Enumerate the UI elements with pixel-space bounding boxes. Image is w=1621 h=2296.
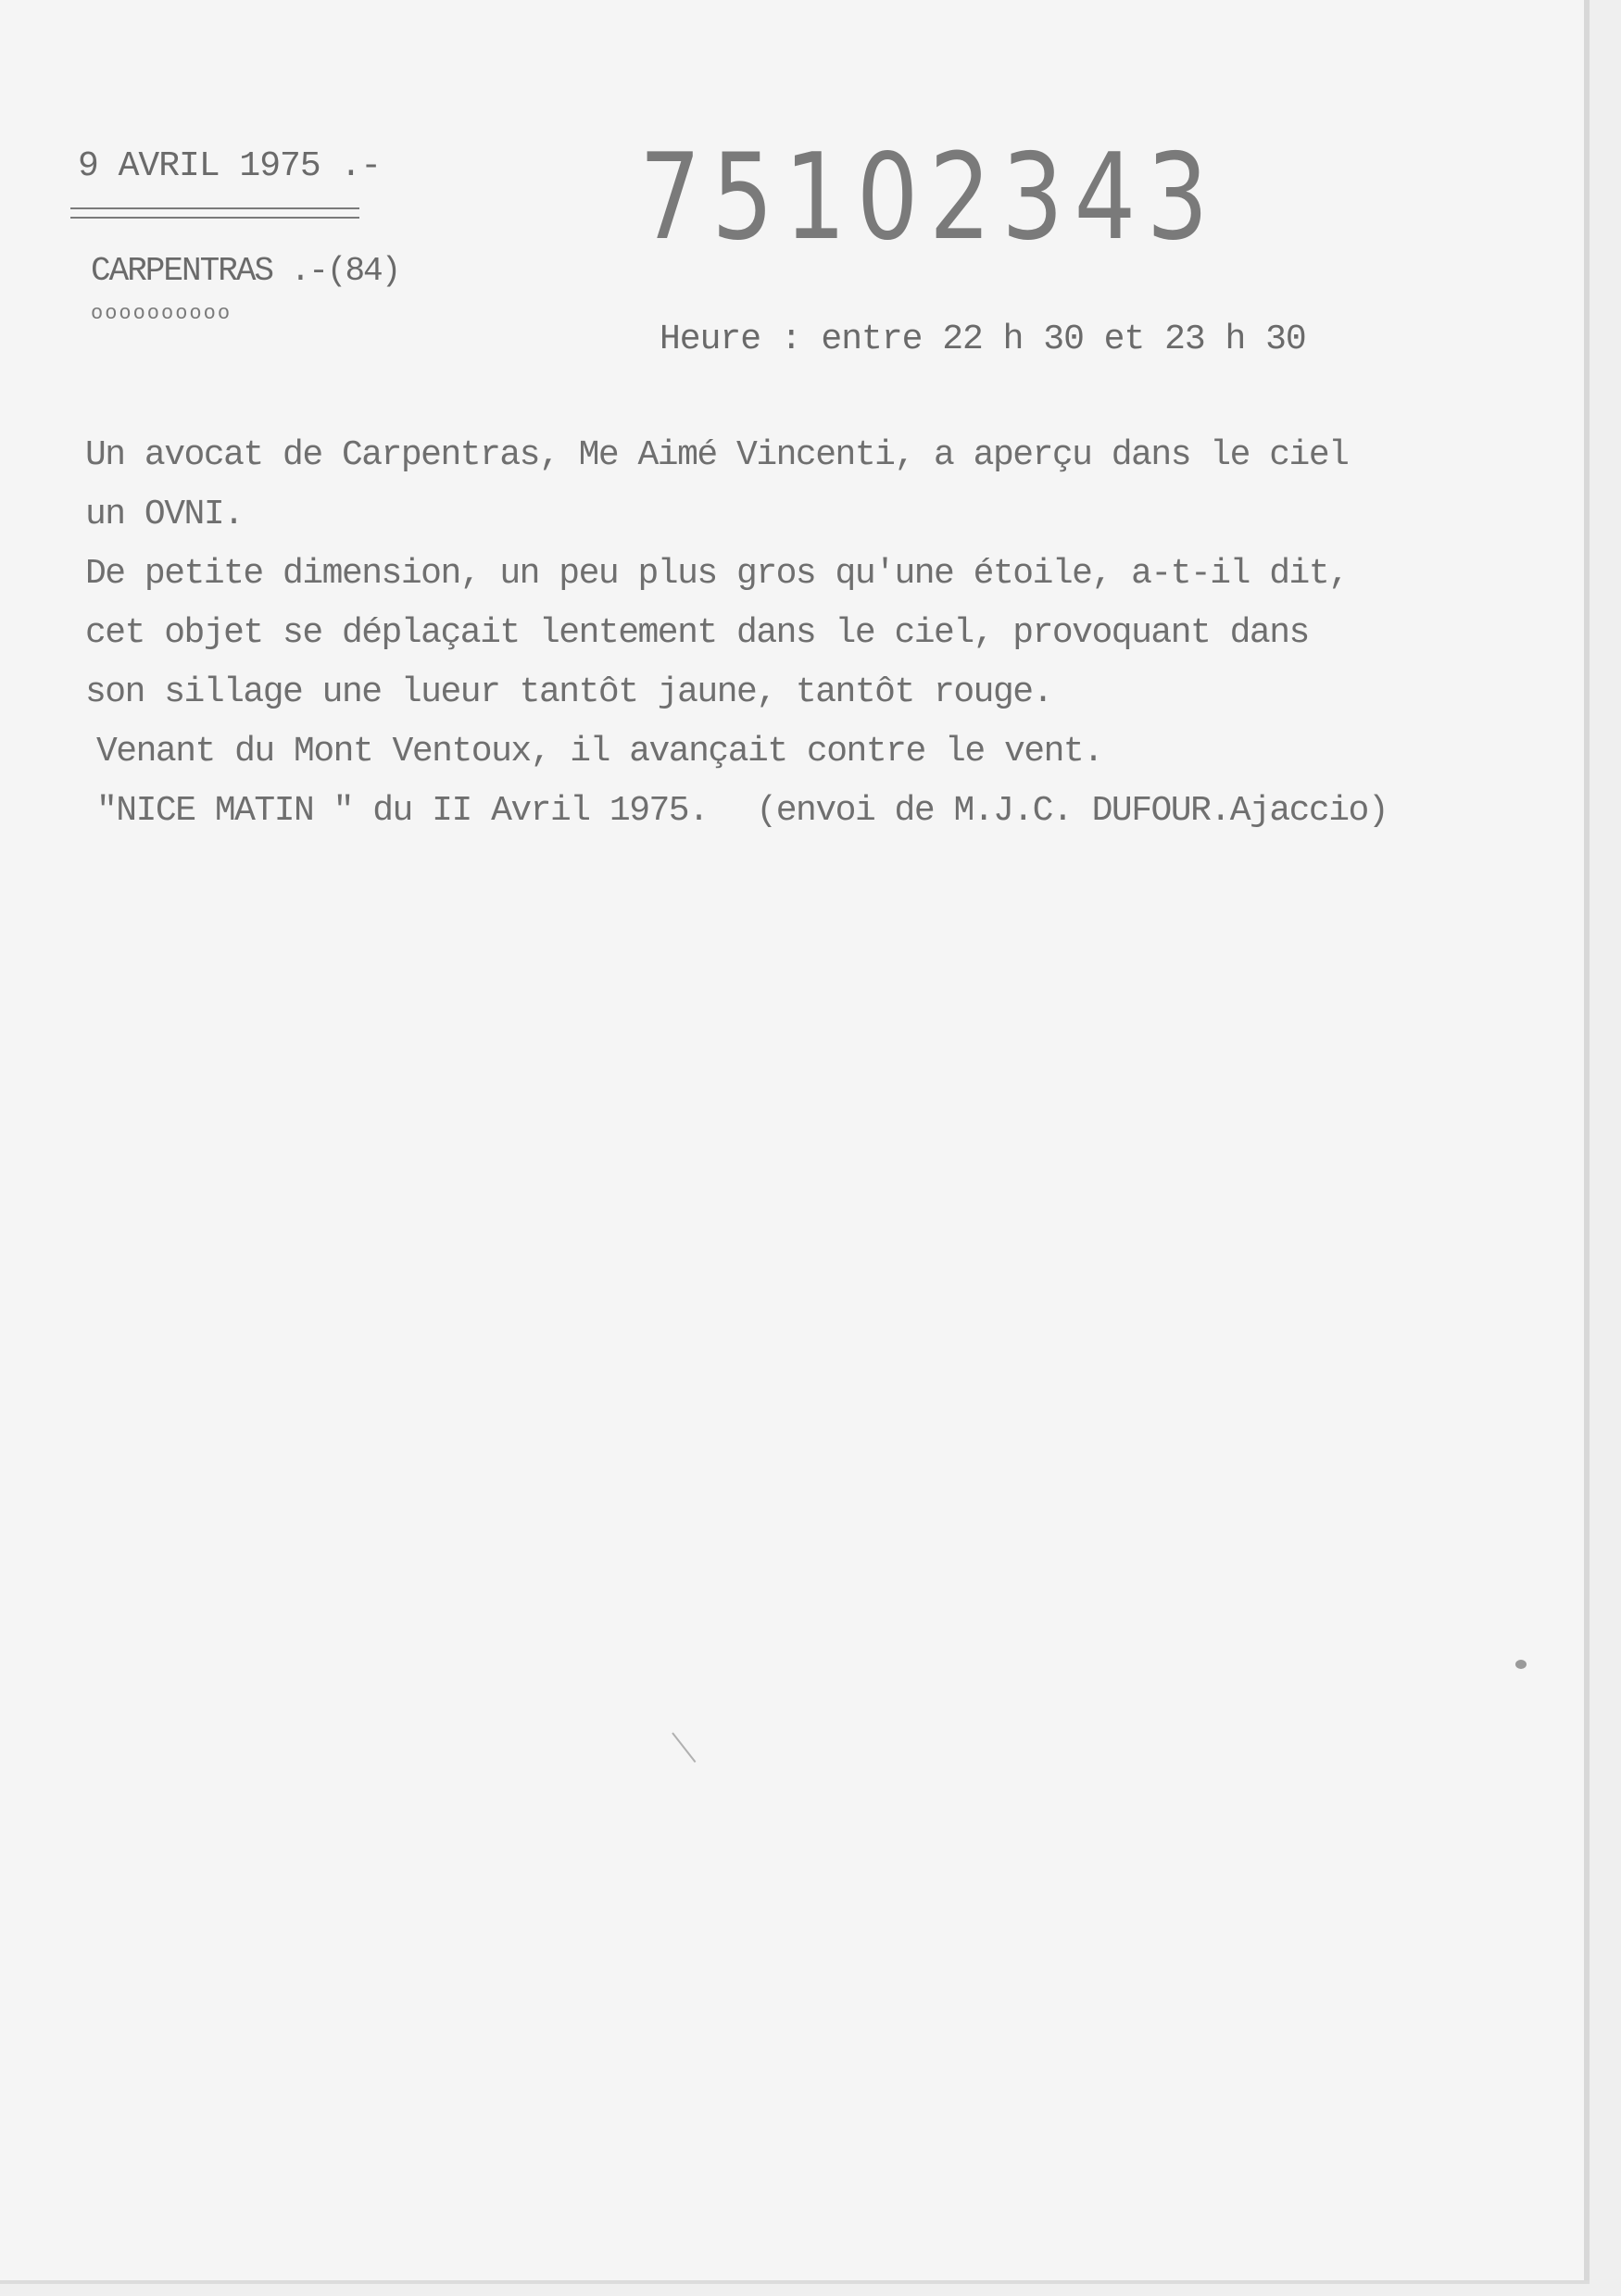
body-line: son sillage une lueur tantôt jaune, tantôt rouge.	[85, 672, 1052, 712]
body-line: De petite dimension, un peu plus gros qu'une étoile, a-t-il dit,	[85, 554, 1349, 594]
newspaper-source: "NICE MATIN " du II Avril 1975.	[96, 791, 709, 831]
location-underline: oooooooooo	[91, 302, 232, 325]
body-line: Un avocat de Carpentras, Me Aimé Vincenti, a aperçu dans le ciel	[85, 435, 1349, 475]
sender-credit: (envoi de M.J.C. DUFOUR.Ajaccio)	[756, 791, 1389, 831]
pencil-mark	[672, 1732, 696, 1763]
body-line: Venant du Mont Ventoux, il avançait contre le vent.	[96, 732, 1103, 772]
report-body	[85, 426, 1512, 841]
paper-speck	[1515, 1660, 1527, 1669]
report-location: CARPENTRAS .-(84)	[91, 252, 400, 290]
date-double-underline	[70, 207, 359, 219]
report-date: 9 AVRIL 1975 .-	[78, 146, 382, 186]
body-line: cet objet se déplaçait lentement dans le ciel, provoquant dans	[85, 613, 1309, 653]
page-right-edge	[1584, 0, 1590, 2280]
record-number-stamp: 75102343	[639, 129, 1220, 267]
page-bottom-edge	[0, 2280, 1590, 2284]
observation-time: Heure : entre 22 h 30 et 23 h 30	[660, 320, 1306, 359]
source-line	[85, 782, 1512, 841]
body-line: un OVNI.	[85, 495, 244, 534]
